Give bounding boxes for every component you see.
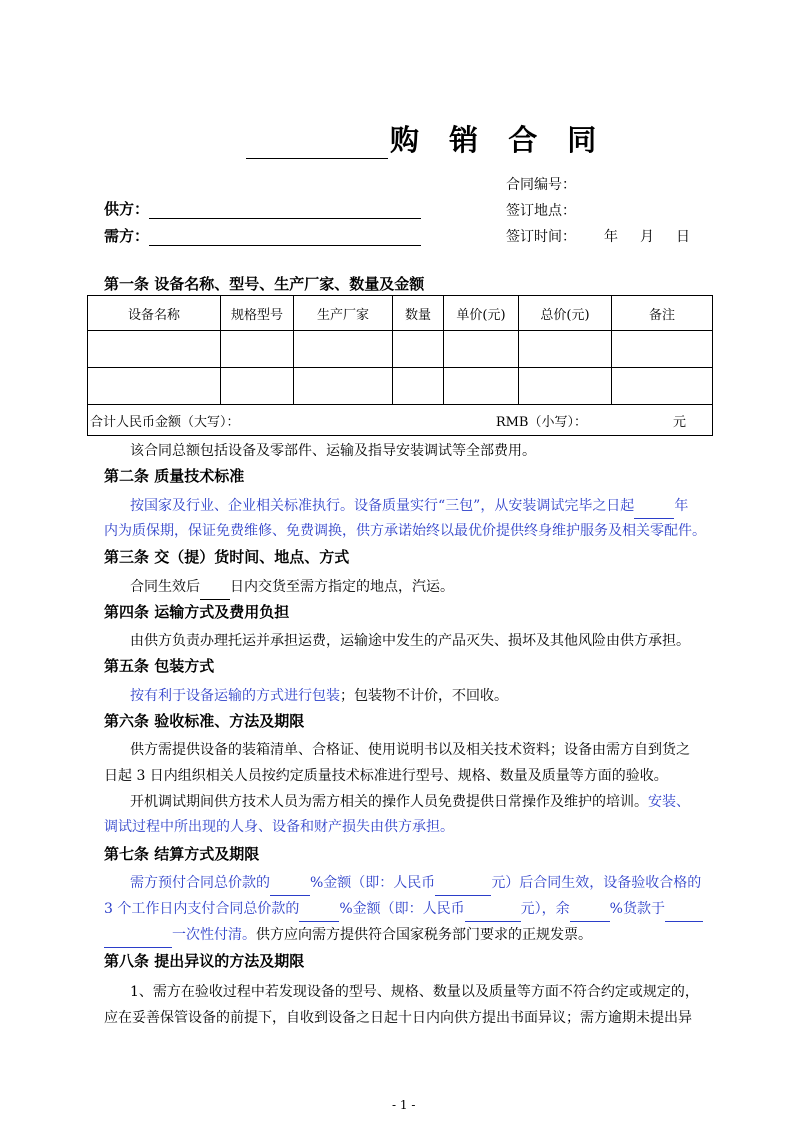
s7-l2-text-c: 元），余 (520, 901, 570, 917)
table-header-cell: 数量 (393, 296, 444, 331)
table-cell[interactable] (294, 331, 393, 368)
contract-no-label: 合同编号： (506, 177, 576, 193)
section-8-line-2: 应在妥善保管设备的前提下，自收到设备之日起十日内向供方提出书面异议；需方逾期未提出异 (104, 1010, 692, 1026)
section-1-heading: 第一条 设备名称、型号、生产厂家、数量及金额 (104, 275, 425, 293)
month-label: 月 (640, 229, 654, 245)
section-1-note: 该合同总额包括设备及零部件、运输及指导安装调试等全部费用。 (130, 443, 536, 459)
section-7-line-3 (104, 923, 592, 948)
supplier-blank (149, 204, 421, 219)
final-date-blank-a[interactable] (665, 907, 703, 922)
table-header-cell: 设备名称 (88, 296, 221, 331)
second-percent-blank[interactable] (299, 907, 339, 922)
title-text: 购 销 合 同 (390, 123, 607, 157)
s5-blue-text: 按有利于设备运输的方式进行包装 (130, 688, 340, 704)
table-cell[interactable] (393, 331, 444, 368)
sign-place-label: 签订地点： (506, 203, 576, 219)
s7-l1-text-b: %金额（即：人民币 (310, 875, 436, 891)
section-7-line-1 (130, 871, 701, 896)
sign-time (506, 226, 690, 246)
s7-l3-text-b: 供方应向需方提供符合国家税务部门要求的正规发票。 (256, 927, 592, 943)
warranty-years-blank[interactable] (634, 504, 674, 519)
s2-text-b: 年 (674, 498, 689, 514)
table-cell[interactable] (221, 331, 294, 368)
table-cell[interactable] (519, 368, 612, 405)
table-cell[interactable] (393, 368, 444, 405)
section-7-line-2 (104, 897, 703, 922)
total-uppercase-label: 合计人民币金额（大写）： (90, 414, 240, 430)
contract-no (506, 174, 576, 194)
section-2-line-2: 内为质保期，保证免费维修、免费调换，供方承诺始终以最优价提供终身维护服务及相关零配件。 (104, 523, 706, 539)
second-amount-blank[interactable] (465, 907, 521, 922)
s7-l2-text-a: 3 个工作日内支付合同总价款的 (104, 901, 300, 917)
supplier-row (104, 198, 421, 219)
s6-p2-text-a: 开机调试期间供方技术人员为需方相关的操作人员免费提供日常操作及维护的培训。 (130, 794, 648, 810)
table-cell[interactable] (221, 368, 294, 405)
prepay-percent-blank[interactable] (270, 881, 310, 896)
total-lowercase (496, 411, 712, 430)
table-header-cell: 单价(元) (444, 296, 519, 331)
s3-text-a: 合同生效后 (130, 579, 200, 595)
table-header-cell: 总价(元) (519, 296, 612, 331)
table-cell[interactable] (88, 368, 221, 405)
section-4-heading: 第四条 运输方式及费用负担 (104, 603, 290, 621)
remaining-percent-blank[interactable] (570, 907, 610, 922)
year-label: 年 (604, 229, 618, 245)
section-6-p1-line-1: 供方需提供设备的装箱清单、合格证、使用说明书以及相关技术资料；设备由需方自到货之 (130, 742, 690, 758)
total-rmb-label: RMB（小写）： (495, 414, 587, 430)
supplier-label: 供方： (104, 200, 150, 218)
s7-l2-text-d: %货款于 (609, 901, 665, 917)
sign-time-label: 签订时间： (506, 229, 576, 245)
day-label: 日 (676, 229, 690, 245)
section-7-heading: 第七条 结算方式及期限 (104, 845, 260, 863)
section-6-p1-line-2: 日起 3 日内组织相关人员按约定质量技术标准进行型号、规格、数量及质量等方面的验收。 (104, 768, 668, 784)
table-header-cell: 生产厂家 (294, 296, 393, 331)
table-header-row (88, 296, 713, 331)
s6-p2-text-b: 安装、 (648, 794, 690, 810)
prepay-amount-blank[interactable] (435, 881, 491, 896)
delivery-days-blank[interactable] (200, 585, 230, 600)
s7-l1-text-c: 元）后合同生效，设备验收合格的 (491, 875, 702, 891)
buyer-row (104, 225, 421, 246)
table-row (88, 331, 713, 368)
table-cell[interactable] (612, 368, 713, 405)
section-3-heading: 第三条 交（提）货时间、地点、方式 (104, 548, 350, 566)
table-header-cell: 备注 (612, 296, 713, 331)
table-cell[interactable] (294, 368, 393, 405)
s2-text-a: 按国家及行业、企业相关标准执行。设备质量实行“三包”，从安装调试完毕之日起 (130, 498, 635, 514)
table-total-cell (88, 405, 713, 436)
section-4-line: 由供方负责办理托运并承担运费，运输途中发生的产品灭失、损坏及其他风险由供方承担。 (130, 633, 690, 649)
section-2-heading: 第二条 质量技术标准 (104, 467, 245, 485)
section-6-p2-line-1 (130, 790, 690, 815)
s7-l3-text-a: 一次性付清。 (172, 927, 256, 943)
section-8-line-1: 1、需方在验收过程中若发现设备的型号、规格、数量以及质量等方面不符合约定或规定的， (130, 984, 699, 1000)
total-unit: 元 (672, 414, 686, 430)
section-8-heading: 第八条 提出异议的方法及期限 (104, 952, 305, 970)
buyer-blank (149, 231, 421, 246)
section-5-heading: 第五条 包装方式 (104, 657, 215, 675)
table-header-cell: 规格型号 (221, 296, 294, 331)
s7-l2-text-b: %金额（即：人民币 (339, 901, 465, 917)
section-2-line-1 (130, 494, 688, 519)
table-row (88, 368, 713, 405)
table-cell[interactable] (519, 331, 612, 368)
table-cell[interactable] (612, 331, 713, 368)
s7-l1-text-a: 需方预付合同总价款的 (130, 875, 270, 891)
table-cell[interactable] (444, 331, 519, 368)
s5-rest-text: ；包装物不计价，不回收。 (340, 688, 508, 704)
sign-place (506, 200, 576, 220)
section-3-line (130, 575, 454, 600)
table-total-row (88, 405, 713, 436)
page-number: - 1 - (392, 1098, 416, 1112)
equipment-table (87, 295, 713, 436)
section-5-line (130, 684, 508, 709)
table-cell[interactable] (88, 331, 221, 368)
final-date-blank-b[interactable] (104, 933, 172, 948)
table-cell[interactable] (444, 368, 519, 405)
document-title (246, 118, 606, 159)
s3-text-b: 日内交货至需方指定的地点，汽运。 (230, 579, 454, 595)
buyer-label: 需方： (104, 227, 150, 245)
title-blank-line (246, 130, 388, 159)
section-6-heading: 第六条 验收标准、方法及期限 (104, 712, 305, 730)
section-6-p2-line-2: 调试过程中所出现的人身、设备和财产损失由供方承担。 (104, 819, 454, 835)
